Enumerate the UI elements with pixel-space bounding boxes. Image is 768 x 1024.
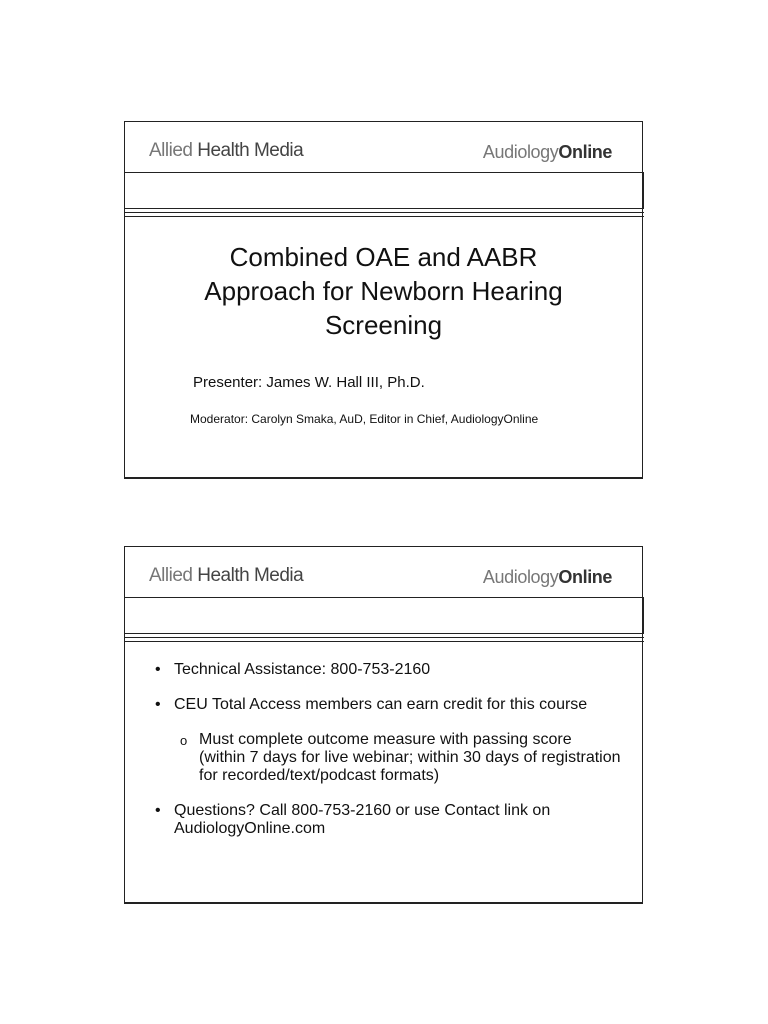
bullet-item xyxy=(153,802,622,838)
bullet-text: Questions? Call 800-753-2160 or use Contact link on AudiologyOnline.com xyxy=(174,802,551,837)
allied-health-media-logo xyxy=(149,140,303,162)
presenter-line: Presenter: James W. Hall III, Ph.D. xyxy=(193,374,425,391)
slide-title-text xyxy=(125,240,642,342)
bullet-list xyxy=(153,661,622,855)
divider-rule xyxy=(125,216,644,217)
logo-right-light: Audiology xyxy=(482,142,559,162)
title-line: Approach for Newborn Hearing xyxy=(204,276,563,306)
divider-rule xyxy=(125,637,644,638)
header-band xyxy=(125,172,644,209)
header-band xyxy=(125,597,644,634)
divider-rule xyxy=(125,212,644,213)
logo-left-dark: Health Media xyxy=(192,565,304,586)
title-line: Combined OAE and AABR xyxy=(229,242,538,272)
logo-left-light: Allied xyxy=(149,140,193,161)
bullet-marker: • xyxy=(155,802,161,819)
divider-rule xyxy=(125,633,644,634)
bullet-text: CEU Total Access members can earn credit for this course xyxy=(174,696,588,713)
slide-title xyxy=(124,121,643,479)
divider-rule xyxy=(125,208,644,209)
bullet-marker: • xyxy=(155,696,161,713)
logo-right-bold: Online xyxy=(558,567,612,587)
bullet-marker: • xyxy=(155,661,161,678)
sub-bullet-item xyxy=(178,731,622,785)
audiologyonline-logo xyxy=(483,142,612,163)
moderator-line: Moderator: Carolyn Smaka, AuD, Editor in Chief, AudiologyOnline xyxy=(190,412,539,426)
bullet-item xyxy=(153,661,622,679)
logo-right-light: Audiology xyxy=(482,567,559,587)
divider-rule xyxy=(125,641,644,642)
logo-right-bold: Online xyxy=(558,142,612,162)
title-line: Screening xyxy=(324,310,443,340)
logo-left-light: Allied xyxy=(149,565,193,586)
bullet-text: Must complete outcome measure with passing score (within 7 days for live webinar; within 30 days of registration for recorded/text/podcast formats) xyxy=(199,731,621,784)
bullet-text: Technical Assistance: 800-753-2160 xyxy=(174,661,431,678)
sub-bullet-marker: o xyxy=(180,733,188,748)
slide-info xyxy=(124,546,643,904)
logo-left-dark: Health Media xyxy=(192,140,304,161)
allied-health-media-logo xyxy=(149,565,303,587)
bullet-item xyxy=(153,696,622,714)
audiologyonline-logo xyxy=(483,567,612,588)
